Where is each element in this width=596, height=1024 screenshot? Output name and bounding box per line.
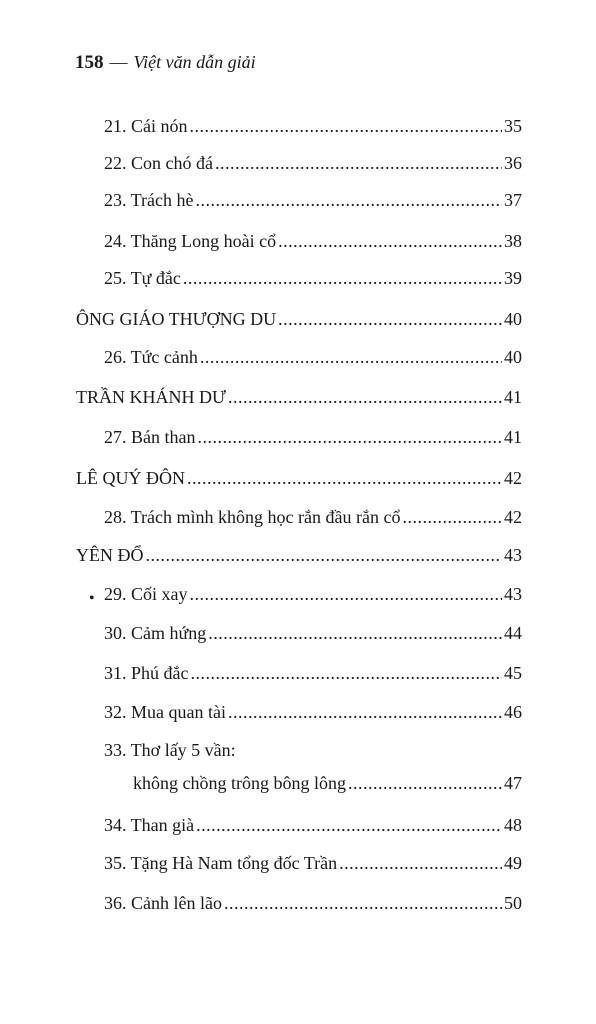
toc-entry [133,773,522,794]
toc-section-label: LÊ QUÝ ĐÔN [76,468,185,488]
dot-leader [339,853,502,874]
dot-leader [200,347,502,368]
toc-entry-page: 50 [504,893,522,913]
toc-section [76,387,522,408]
toc-entry [104,347,522,368]
toc-entry-label: 34. Than già [104,815,195,835]
dot-leader [278,309,502,330]
toc-entry-label: 30. Cảm hứng [104,623,207,643]
toc-entry-label: 21. Cái nón [104,116,188,136]
dot-leader [208,623,502,644]
toc-entry-label: 25. Tự đắc [104,268,181,288]
toc-entry-page: 49 [504,853,522,873]
toc-entry-page: 47 [504,773,522,793]
toc-entry [104,190,522,211]
toc-section [76,545,522,566]
toc-entry [104,893,522,914]
toc-entry-page: 48 [504,815,522,835]
toc-entry-label: 36. Cảnh lên lão [104,893,222,913]
dot-leader [228,387,502,408]
toc-entry [104,815,522,836]
toc-entry-label: 27. Bán than [104,427,196,447]
toc-entry-page: 38 [504,231,522,251]
toc-entry-label: không chồng trông bông lông [133,773,346,793]
toc-entry [104,584,522,605]
page-number: 158 [75,52,104,73]
dot-leader [190,584,503,605]
dot-leader [402,507,502,528]
toc-entry [104,702,522,723]
toc-section-label: TRẦN KHÁNH DƯ [76,387,226,407]
toc-section-page: 41 [504,387,522,407]
book-title: Việt văn dẫn giải [133,52,256,72]
toc-entry-label: 28. Trách mình không học rắn đầu rắn cổ [104,507,401,527]
dot-leader [278,231,502,252]
toc-entry [104,663,522,684]
toc-entry-page: 35 [504,116,522,136]
toc-entry-page: 45 [504,663,522,683]
toc-entry [104,853,522,874]
dot-leader [187,468,502,489]
toc-entry-page: 40 [504,347,522,367]
dot-leader [196,190,503,211]
toc-entry-label: 26. Tức cảnh [104,347,198,367]
dot-leader [224,893,502,914]
toc-entry [104,231,522,252]
toc-entry-label: 24. Thăng Long hoài cổ [104,231,277,251]
dot-leader [196,815,502,836]
dot-leader [191,663,503,684]
toc-section-page: 42 [504,468,522,488]
toc-entry-label: 29. Cối xay [104,584,188,604]
toc-entry-page: 36 [504,153,522,173]
toc-entry-label: 22. Con chó đá [104,153,213,173]
toc-entry-label: 35. Tặng Hà Nam tổng đốc Trần [104,853,338,873]
toc-section-label: ÔNG GIÁO THƯỢNG DU [76,309,277,329]
toc-entry [104,507,522,528]
ink-mark: • [89,590,95,607]
dot-leader [228,702,502,723]
toc-section-label: YÊN ĐỔ [76,545,144,565]
toc-entry-page: 41 [504,427,522,447]
toc-entry-first-line: 33. Thơ lấy 5 vần: [104,740,236,760]
header-dash: — [109,52,128,72]
toc-entry [104,153,522,174]
toc-entry-page: 39 [504,268,522,288]
toc-section [76,468,522,489]
toc-section-page: 43 [504,545,522,565]
dot-leader [183,268,502,289]
toc-entry [104,268,522,289]
dot-leader [146,545,503,566]
dot-leader [348,773,502,794]
toc-entry-page: 42 [504,507,522,527]
dot-leader [190,116,503,137]
toc-entry [104,623,522,644]
toc-entry-page: 44 [504,623,522,643]
toc-section-page: 40 [504,309,522,329]
toc-entry-label: 31. Phú đắc [104,663,189,683]
dot-leader [198,427,503,448]
toc-section [76,309,522,330]
toc-entry [104,427,522,448]
toc-entry-page: 37 [504,190,522,210]
toc-entry-label: 23. Trách hè [104,190,194,210]
toc-entry-page: 43 [504,584,522,604]
toc-entry-page: 46 [504,702,522,722]
toc-entry [104,116,522,137]
toc-entry-label: 32. Mua quan tài [104,702,226,722]
dot-leader [215,153,502,174]
